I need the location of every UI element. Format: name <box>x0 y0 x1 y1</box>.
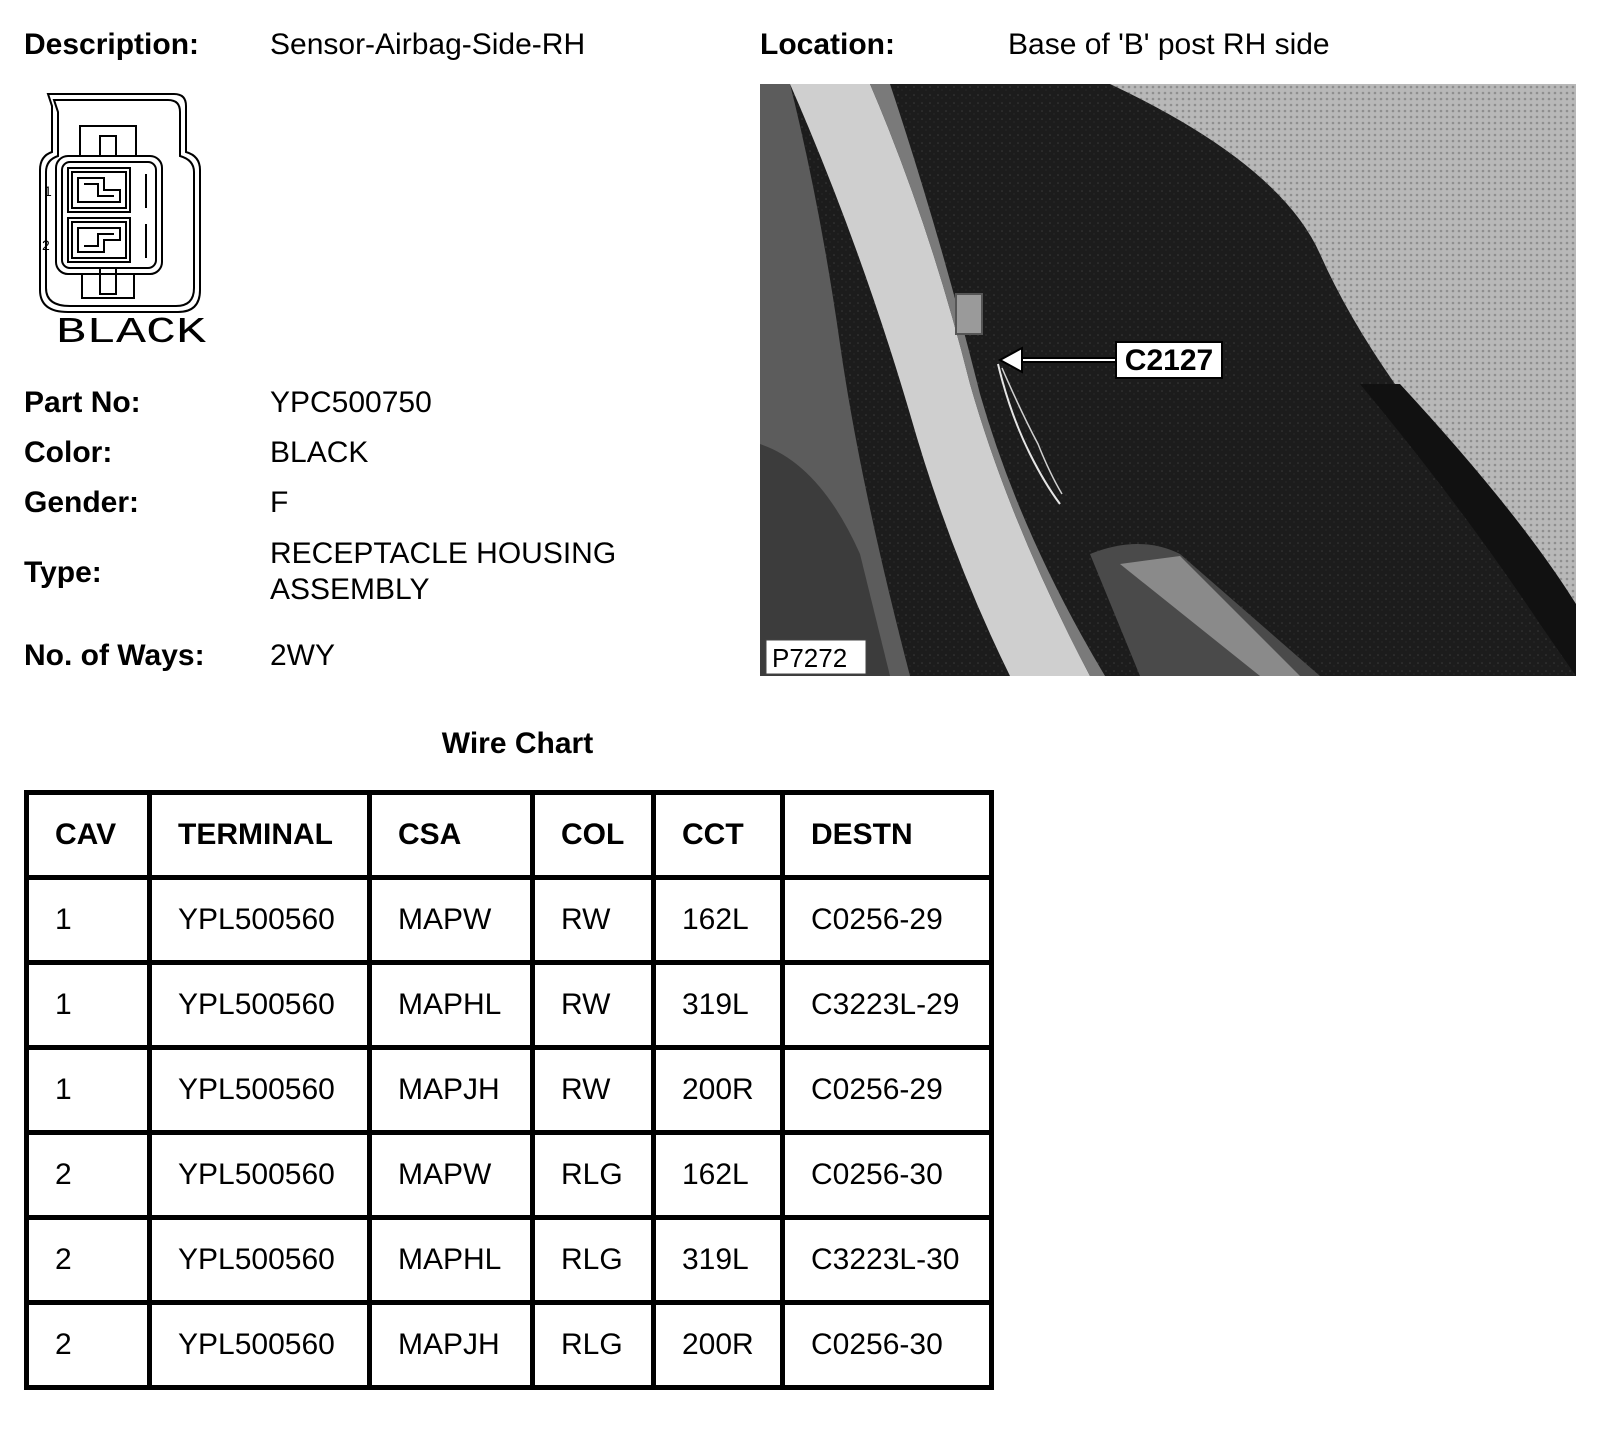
cell-terminal: YPL500560 <box>150 1218 370 1303</box>
cell-destn: C3223L-29 <box>783 963 992 1048</box>
header-cav: CAV <box>27 793 150 878</box>
cell-terminal: YPL500560 <box>150 1133 370 1218</box>
cell-cav: 1 <box>27 1048 150 1133</box>
part-no-value: YPC500750 <box>270 386 432 419</box>
cell-terminal: YPL500560 <box>150 878 370 963</box>
cell-terminal: YPL500560 <box>150 1048 370 1133</box>
header-terminal: TERMINAL <box>150 793 370 878</box>
wire-chart-title: Wire Chart <box>441 727 594 760</box>
cell-destn: C0256-30 <box>783 1303 992 1388</box>
wire-chart-table <box>24 790 994 1390</box>
cell-destn: C0256-29 <box>783 1048 992 1133</box>
header-csa: CSA <box>370 793 533 878</box>
cell-col: RW <box>533 878 654 963</box>
color-value: BLACK <box>270 436 369 469</box>
table-row <box>27 878 992 963</box>
cell-cct: 162L <box>654 1133 783 1218</box>
cell-csa: MAPJH <box>370 1048 533 1133</box>
table-row <box>27 1048 992 1133</box>
type-label: Type: <box>24 556 102 589</box>
cell-cct: 200R <box>654 1048 783 1133</box>
cell-cct: 162L <box>654 878 783 963</box>
cell-csa: MAPJH <box>370 1303 533 1388</box>
cell-csa: MAPHL <box>370 963 533 1048</box>
cell-destn: C3223L-30 <box>783 1218 992 1303</box>
cell-destn: C0256-29 <box>783 878 992 963</box>
cell-terminal: YPL500560 <box>150 963 370 1048</box>
cell-cct: 200R <box>654 1303 783 1388</box>
cell-terminal: YPL500560 <box>150 1303 370 1388</box>
gender-value: F <box>270 486 289 519</box>
header-cct: CCT <box>654 793 783 878</box>
cell-col: RLG <box>533 1218 654 1303</box>
color-label: Color: <box>24 436 113 469</box>
location-value: Base of 'B' post RH side <box>1008 28 1330 61</box>
header-destn: DESTN <box>783 793 992 878</box>
connector-color-text: BLACK <box>56 312 207 350</box>
location-label: Location: <box>760 28 895 61</box>
gender-label: Gender: <box>24 486 140 519</box>
cell-cav: 1 <box>27 963 150 1048</box>
table-row <box>27 963 992 1048</box>
cell-col: RW <box>533 1048 654 1133</box>
photo-callout-label: C2127 <box>1124 344 1214 377</box>
cell-cav: 1 <box>27 878 150 963</box>
cell-csa: MAPW <box>370 1133 533 1218</box>
cell-cav: 2 <box>27 1133 150 1218</box>
cell-cav: 2 <box>27 1218 150 1303</box>
header-col: COL <box>533 793 654 878</box>
cell-csa: MAPW <box>370 878 533 963</box>
cell-cct: 319L <box>654 1218 783 1303</box>
type-value: RECEPTACLE HOUSING ASSEMBLY <box>270 537 617 606</box>
ways-value: 2WY <box>270 639 336 672</box>
pin-1-label: 1 <box>44 183 52 199</box>
table-row <box>27 1133 992 1218</box>
photo-ref-label: P7272 <box>772 643 848 673</box>
description-label: Description: <box>24 28 200 61</box>
cell-col: RLG <box>533 1133 654 1218</box>
description-value: Sensor-Airbag-Side-RH <box>270 28 586 61</box>
location-photo <box>760 84 1576 676</box>
cell-destn: C0256-30 <box>783 1133 992 1218</box>
pin-2-label: 2 <box>42 237 50 253</box>
ways-label: No. of Ways: <box>24 639 205 672</box>
wire-chart-header-row <box>27 793 992 878</box>
table-row <box>27 1218 992 1303</box>
cell-cav: 2 <box>27 1303 150 1388</box>
connector-diagram <box>28 90 208 350</box>
cell-cct: 319L <box>654 963 783 1048</box>
cell-col: RLG <box>533 1303 654 1388</box>
part-no-label: Part No: <box>24 386 141 419</box>
table-row <box>27 1303 992 1388</box>
cell-csa: MAPHL <box>370 1218 533 1303</box>
cell-col: RW <box>533 963 654 1048</box>
